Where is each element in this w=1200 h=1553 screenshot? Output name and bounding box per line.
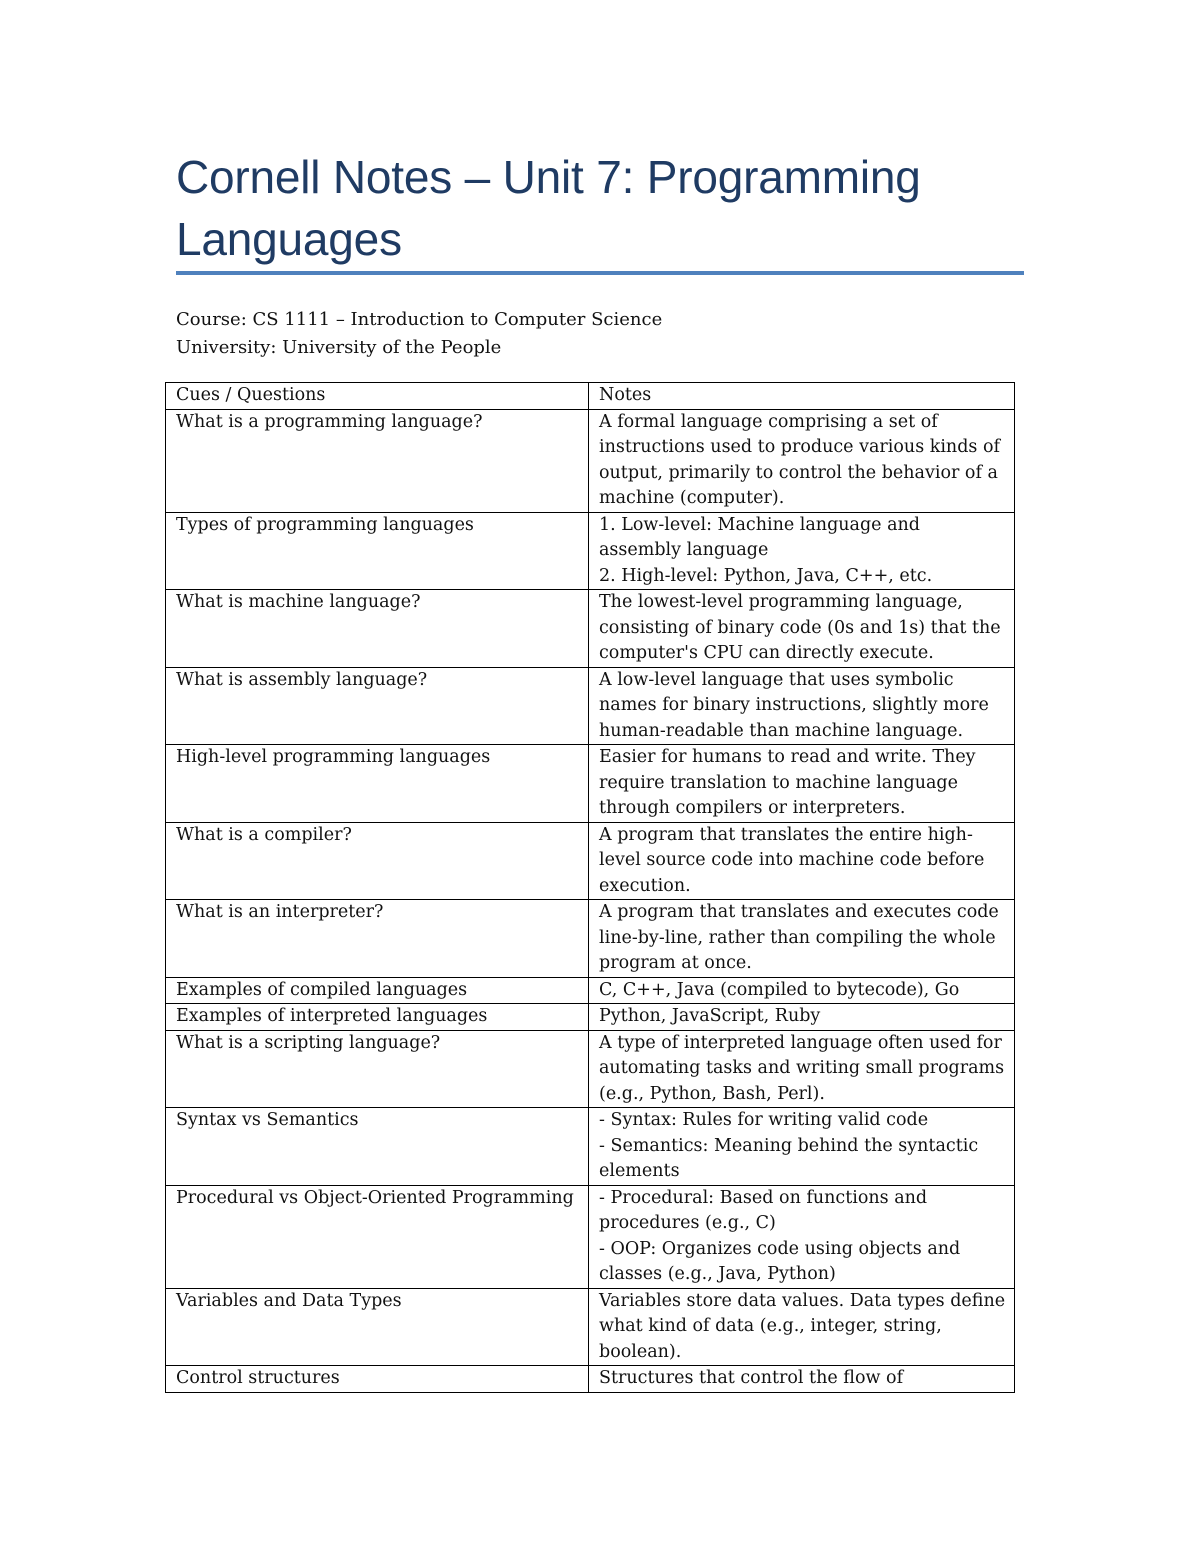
note-line: The lowest-level programming language, consisting of binary code (0s and 1s) that the computer's CPU can directly execute. xyxy=(599,592,1001,663)
table-row xyxy=(166,1288,1015,1366)
notes-cell xyxy=(589,1288,1015,1366)
cue-cell: Variables and Data Types xyxy=(166,1288,589,1366)
table-row xyxy=(166,1108,1015,1186)
notes-cell xyxy=(589,590,1015,668)
cornell-notes-table xyxy=(165,382,1015,1393)
document-meta xyxy=(176,306,662,362)
note-line: A program that translates and executes code line-by-line, rather than compiling the whole program at once. xyxy=(599,902,999,973)
notes-cell xyxy=(589,409,1015,512)
cue-cell: Procedural vs Object-Oriented Programming xyxy=(166,1185,589,1288)
table-row xyxy=(166,1004,1015,1031)
notes-cell xyxy=(589,822,1015,900)
note-line: - Syntax: Rules for writing valid code xyxy=(599,1110,929,1130)
table-body xyxy=(166,409,1015,1392)
cue-cell: Examples of compiled languages xyxy=(166,977,589,1004)
table-row xyxy=(166,745,1015,823)
notes-cell xyxy=(589,1366,1015,1393)
table-row xyxy=(166,1030,1015,1108)
notes-cell xyxy=(589,745,1015,823)
page-title: Cornell Notes – Unit 7: Programming Languages xyxy=(176,151,921,265)
header-notes: Notes xyxy=(589,383,1015,410)
note-line: - Semantics: Meaning behind the syntactic elements xyxy=(599,1135,979,1181)
notes-cell xyxy=(589,1030,1015,1108)
note-line: A low-level language that uses symbolic names for binary instructions, slightly more human-readable than machine language. xyxy=(599,669,989,741)
cue-cell: What is a scripting language? xyxy=(166,1030,589,1108)
cue-cell: What is machine language? xyxy=(166,590,589,668)
university-line: University: University of the People xyxy=(176,337,502,358)
note-line: 2. High-level: Python, Java, C++, etc. xyxy=(599,565,933,586)
cue-cell: Types of programming languages xyxy=(166,512,589,590)
note-line: A type of interpreted language often used for automating tasks and writing small programs (e.g., Python, Bash, Perl). xyxy=(599,1032,1005,1104)
note-line: A formal language comprising a set of instructions used to produce various kinds of output, primarily to control the behavior of a machine (computer). xyxy=(599,411,1000,508)
note-line: Python, JavaScript, Ruby xyxy=(599,1006,821,1026)
cue-cell: Control structures xyxy=(166,1366,589,1393)
cue-cell: What is a compiler? xyxy=(166,822,589,900)
notes-cell xyxy=(589,1185,1015,1288)
notes-cell xyxy=(589,1004,1015,1031)
cue-cell: Syntax vs Semantics xyxy=(166,1108,589,1186)
cue-cell: What is a programming language? xyxy=(166,409,589,512)
note-line: Structures that control the flow of xyxy=(599,1368,904,1388)
course-line: Course: CS 1111 – Introduction to Computer Science xyxy=(176,309,663,330)
table-row xyxy=(166,590,1015,668)
table-row xyxy=(166,822,1015,900)
table-header-row xyxy=(166,383,1015,410)
table-row xyxy=(166,977,1015,1004)
cue-cell: What is an interpreter? xyxy=(166,900,589,978)
note-line: A program that translates the entire high-level source code into machine code before execution. xyxy=(599,824,985,896)
header-cues: Cues / Questions xyxy=(166,383,589,410)
cue-cell: High-level programming languages xyxy=(166,745,589,823)
note-line: 1. Low-level: Machine language and assembly language xyxy=(599,514,921,560)
note-line: - Procedural: Based on functions and procedures (e.g., C) xyxy=(599,1187,928,1233)
table-row xyxy=(166,1185,1015,1288)
notes-cell xyxy=(589,1108,1015,1186)
table-row xyxy=(166,512,1015,590)
notes-cell xyxy=(589,900,1015,978)
notes-cell xyxy=(589,512,1015,590)
note-line: Variables store data values. Data types define what kind of data (e.g., integer, string, boolean). xyxy=(599,1290,1006,1362)
table-row xyxy=(166,900,1015,978)
table-row xyxy=(166,409,1015,512)
note-line: - OOP: Organizes code using objects and classes (e.g., Java, Python) xyxy=(599,1238,961,1284)
cue-cell: What is assembly language? xyxy=(166,667,589,745)
title-underline xyxy=(176,271,1024,275)
cue-cell: Examples of interpreted languages xyxy=(166,1004,589,1031)
table-row xyxy=(166,667,1015,745)
note-line: Easier for humans to read and write. They require translation to machine language through compilers or interpreters. xyxy=(599,747,976,818)
table-row xyxy=(166,1366,1015,1393)
notes-cell xyxy=(589,667,1015,745)
note-line: C, C++, Java (compiled to bytecode), Go xyxy=(599,979,960,1000)
notes-cell xyxy=(589,977,1015,1004)
